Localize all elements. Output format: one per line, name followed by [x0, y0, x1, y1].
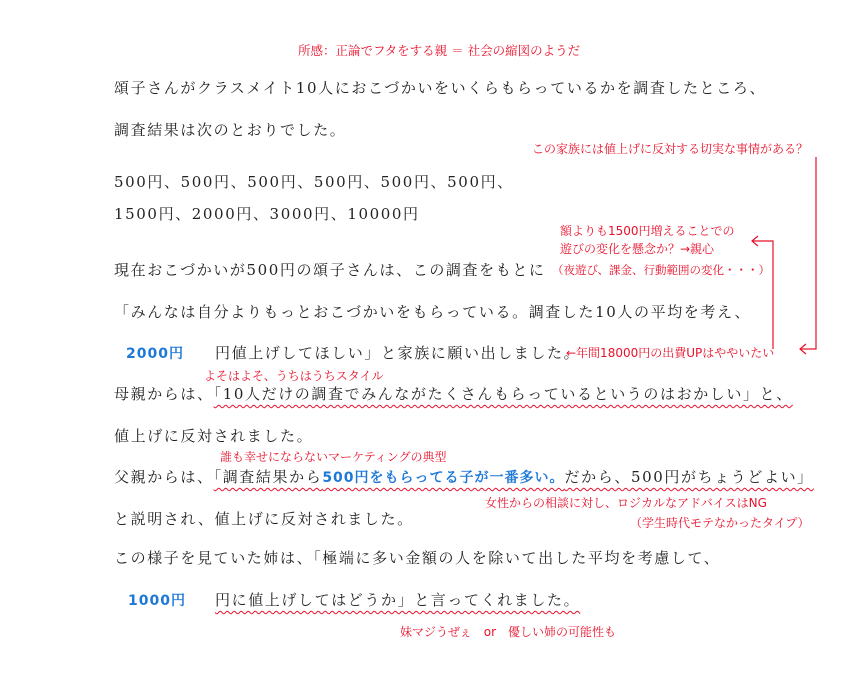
body-line-1: 頌子さんがクラスメイト10人におこづかいをいくらもらっているかを調査したところ、 — [114, 79, 767, 97]
connector-family-reason — [800, 157, 816, 349]
body-line-4: 1500円、2000円、3000円、10000円 — [114, 205, 420, 223]
note-worry-3: （夜遊び、課金、行動範囲の変化・・・） — [552, 263, 771, 277]
answer-1000: 1000円 — [128, 593, 186, 609]
mother-quote: 「10人だけの調査でみんながたくさんもらっているというのはおかしい」と、 — [213, 385, 793, 403]
note-father: 誰も幸せにならないマーケティングの典型 — [220, 450, 447, 464]
note-advice-1: 女性からの相談に対し、ロジカルなアドバイスはNG — [485, 496, 767, 510]
body-line-5: 現在おこづかいが500円の頌子さんは、この調査をもとに — [114, 261, 546, 279]
page-title: 所感：正論でフタをする親 ＝ 社会の縮図のようだ — [298, 43, 581, 58]
note-worry-1: 額よりも1500円増えることでの — [560, 224, 735, 238]
father-quote-open: 「調査結果から — [213, 468, 323, 486]
body-line-6: 「みんなは自分よりもっとおこづかいをもらっている。調査した10人の平均を考え、 — [114, 303, 752, 321]
note-sister: 妹マジうぜぇ or 優しい姉の可能性も — [400, 625, 617, 639]
connector-worry — [752, 241, 773, 349]
body-line-7: 円値上げしてほしい」と家族に願い出しました。 — [215, 344, 581, 362]
sister-quote: 円に値上げしてはどうか」と言ってくれました。 — [215, 591, 581, 609]
answer-2000: 2000円 — [126, 346, 184, 362]
body-line-3: 500円、500円、500円、500円、500円、500円、 — [114, 173, 514, 191]
note-annual-cost: ←年間18000円の出費UPはややいたい — [566, 346, 775, 360]
body-line-9: 値上げに反対されました。 — [114, 427, 314, 445]
note-worry-2: 遊びの変化を懸念か？→親心 — [560, 242, 715, 256]
body-line-12: この様子を見ていた姉は、「極端に多い金額の人を除いて出した平均を考慮して、 — [114, 549, 721, 567]
body-line-2: 調査結果は次のとおりでした。 — [114, 121, 347, 139]
father-highlight: 500円をもらってる子が一番多い。 — [322, 470, 565, 486]
note-family-reason: この家族には値上げに反対する切実な事情がある？ — [532, 142, 809, 156]
body-line-11: と説明され、値上げに反対されました。 — [114, 510, 414, 528]
note-mother: よそはよそ、うちはうちスタイル — [204, 369, 384, 383]
note-advice-2: （学生時代モテなかったタイプ） — [630, 516, 810, 530]
father-quote-rest: だから、500円がちょうどよい」 — [564, 468, 814, 486]
mother-prefix: 母親からは、 — [114, 385, 214, 403]
father-prefix: 父親からは、 — [114, 468, 214, 486]
